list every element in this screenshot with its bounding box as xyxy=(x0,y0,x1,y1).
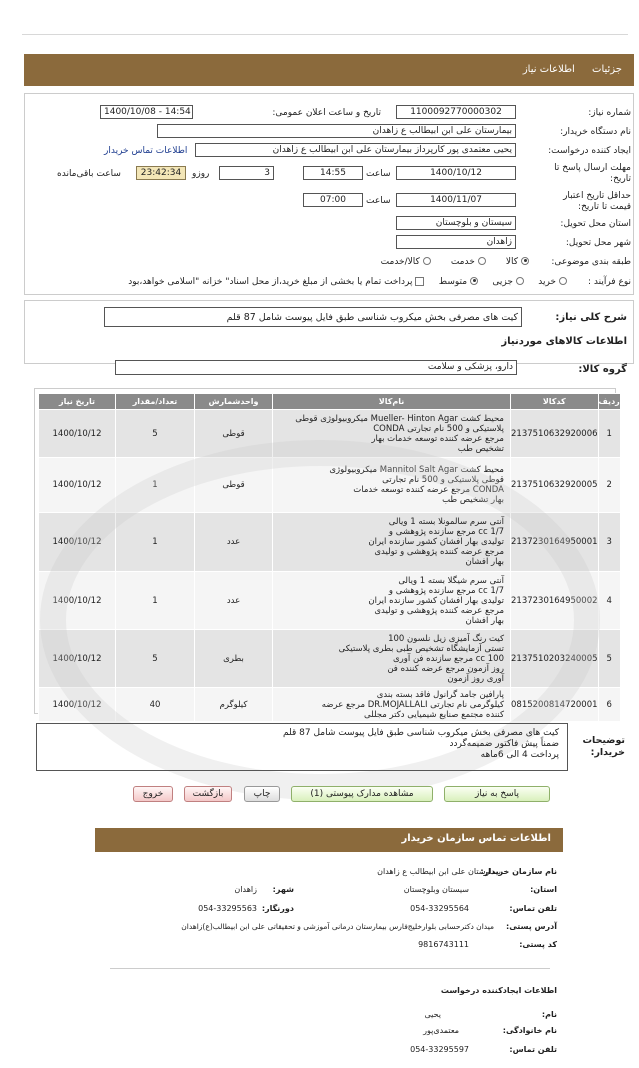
deadline-label: مهلت ارسال پاسخ تا تاریخ: xyxy=(554,163,631,184)
buyer-contact-link[interactable]: اطلاعات تماس خریدار xyxy=(104,146,188,156)
cell-row: 3 xyxy=(598,513,620,572)
cell-row: 6 xyxy=(598,688,620,722)
buyer-notes-line: پرداخت 4 الی 6ماهه xyxy=(480,750,559,760)
need-number-label: شماره نیاز: xyxy=(588,108,631,118)
cell-name: آنتی سرم سالمونلا بسته 1 ویالی cc 1/7 مرجع سازنده پژوهشی و تولیدی بهار افشان کشور سازنده ایران مرجع عرضه کننده پژوهشی و تولیدی بهار افشان xyxy=(273,513,511,572)
cell-qty: 5 xyxy=(116,630,195,688)
creator-label: ایجاد کننده درخواست: xyxy=(548,146,631,156)
cell-date: 1400/10/12 xyxy=(39,572,116,630)
back-button[interactable]: بازگشت xyxy=(184,786,232,802)
radio-selected-icon xyxy=(470,277,478,285)
cat-goods-service-option[interactable]: کالا/خدمت xyxy=(381,257,431,267)
cell-code: 2137510203240005 xyxy=(511,630,599,688)
creator-phone-label: تلفن تماس: xyxy=(509,1045,557,1054)
proc-medium-option[interactable]: متوسط xyxy=(439,277,478,287)
contact-city-label: شهر: xyxy=(272,885,294,894)
deadline-time-label: ساعت xyxy=(366,169,391,179)
city-label: شهر محل تحویل: xyxy=(565,238,631,248)
validity-time-label: ساعت xyxy=(366,196,391,206)
creator-family-value: معتمدی‌پور xyxy=(423,1026,459,1035)
announce-field: 1400/10/08 - 14:54 xyxy=(100,105,193,119)
buyer-notes-label: توضیحات خریدار: xyxy=(582,735,625,758)
deadline-date-field: 1400/10/12 xyxy=(396,166,516,180)
col-header-name: نام‌کالا xyxy=(273,394,511,410)
province-field: سیستان و بلوچستان xyxy=(396,216,516,230)
cell-code: 0815200814720001 xyxy=(511,688,599,722)
validity-label: حداقل تاریخ اعتبار قیمت تا تاریخ: xyxy=(563,191,631,212)
top-divider xyxy=(22,34,628,35)
buyer-notes-box xyxy=(36,723,568,771)
cell-qty: 40 xyxy=(116,688,195,722)
tab-details[interactable]: جزئیات xyxy=(592,64,622,75)
creator-field: یحیی معتمدی پور کارپرداز بیمارستان علی ابن ابیطالب ع زاهدان xyxy=(195,143,516,157)
exit-button[interactable]: خروج xyxy=(133,786,173,802)
cat-service-option[interactable]: خدمت xyxy=(451,257,486,267)
cell-unit: قوطی xyxy=(195,458,273,513)
cell-qty: 5 xyxy=(116,410,195,458)
proc-small-option[interactable]: خرید xyxy=(538,277,567,287)
col-header-date: تاریخ نیاز xyxy=(39,394,116,410)
cell-date: 1400/10/12 xyxy=(39,410,116,458)
creator-phone-value: 054-33295597 xyxy=(410,1045,469,1054)
validity-time-field: 07:00 xyxy=(303,193,363,207)
days-field: 3 xyxy=(219,166,274,180)
remaining-label: ساعت باقی‌مانده xyxy=(57,169,121,179)
cell-qty: 1 xyxy=(116,513,195,572)
summary-label: شرح کلی نیاز: xyxy=(555,312,627,323)
cell-date: 1400/10/12 xyxy=(39,688,116,722)
org-value: بیمارستان علی ابن ابیطالب ع زاهدان xyxy=(377,867,501,876)
summary-field: کیت های مصرفی بخش میکروب شناسی طبق فایل پیوست شامل 87 قلم xyxy=(104,307,522,327)
creator-name-label: نام: xyxy=(541,1010,557,1019)
province-label: استان محل تحویل: xyxy=(560,219,631,229)
cell-name: کیت رنگ آمیزی زیل نلسون 100 تستی آزمایشگاه تشخیص طبی بطری پلاستیکی 100 cc مرجع سازنده فن آوری روز آزمون مرجع عرضه کننده فن آوری روز آزمون xyxy=(273,630,511,688)
process-options xyxy=(128,277,567,287)
contact-fax-value: 054-33295563 xyxy=(198,904,257,913)
days-label: روزو xyxy=(192,169,210,179)
contact-postal-label: کد پستی: xyxy=(519,940,557,949)
radio-icon xyxy=(478,257,486,265)
cell-date: 1400/10/12 xyxy=(39,630,116,688)
contact-phone-value: 054-33295564 xyxy=(410,904,469,913)
proc-partial-option[interactable]: جزیی xyxy=(492,277,524,287)
col-header-code: کدکالا xyxy=(511,394,599,410)
remaining-time-field: 23:42:34 xyxy=(136,166,186,180)
reply-button[interactable]: پاسخ به نیاز xyxy=(444,786,550,802)
need-number-field: 1100092770000302 xyxy=(396,105,516,119)
col-header-unit: واحدشمارش xyxy=(195,394,273,410)
radio-icon xyxy=(559,277,567,285)
radio-selected-icon xyxy=(521,257,529,265)
goods-group-label: گروه کالا: xyxy=(578,364,627,375)
cell-row: 2 xyxy=(598,458,620,513)
cell-row: 4 xyxy=(598,572,620,630)
radio-icon xyxy=(423,257,431,265)
buyer-notes-line: ضمناً پیش فاکتور ضمیمه‌گردد xyxy=(449,739,559,749)
contact-fax-label: دورنگار: xyxy=(261,904,294,913)
contact-address-label: آدرس پستی: xyxy=(506,922,557,931)
contact-divider xyxy=(110,968,550,969)
contact-section-header: اطلاعات تماس سازمان خریدار xyxy=(95,828,563,852)
goods-group-field: دارو، پزشکی و سلامت xyxy=(115,360,517,375)
org-label: نام سازمان خریدار: xyxy=(480,867,557,876)
cell-row: 1 xyxy=(598,410,620,458)
goods-info-title: اطلاعات کالاهای موردنیاز xyxy=(501,336,627,347)
category-options xyxy=(381,257,529,267)
contact-postal-value: 9816743111 xyxy=(418,940,469,949)
validity-date-field: 1400/11/07 xyxy=(396,193,516,207)
contact-province-label: استان: xyxy=(530,885,557,894)
table-header-row xyxy=(39,394,621,410)
creator-section-title: اطلاعات ایجادکننده درخواست xyxy=(440,986,557,995)
view-attachments-button[interactable]: مشاهده مدارک پیوستی (1) xyxy=(291,786,433,802)
cell-unit: بطری xyxy=(195,630,273,688)
cell-unit: عدد xyxy=(195,513,273,572)
process-label: نوع فرآیند : xyxy=(588,277,631,287)
cell-code: 2137510632920006 xyxy=(511,410,599,458)
cell-date: 1400/10/12 xyxy=(39,458,116,513)
cell-row: 5 xyxy=(598,630,620,688)
buyer-label: نام دستگاه خریدار: xyxy=(560,127,631,137)
announce-label: تاریخ و ساعت اعلان عمومی: xyxy=(272,108,381,118)
cell-qty: 1 xyxy=(116,572,195,630)
creator-family-label: نام خانوادگی: xyxy=(502,1026,557,1035)
cell-unit: عدد xyxy=(195,572,273,630)
cell-name: آنتی سرم شیگلا بسته 1 ویالی cc 1/7 مرجع سازنده پژوهشی و تولیدی بهار افشان کشور سازنده ایران مرجع عرضه کننده پژوهشی و تولیدی بهار افشان xyxy=(273,572,511,630)
cell-unit: قوطی xyxy=(195,410,273,458)
cell-code: 2137230164950001 xyxy=(511,513,599,572)
cell-code: 2137510632920005 xyxy=(511,458,599,513)
category-label: طبقه بندی موضوعی: xyxy=(551,257,631,267)
contact-city-value: زاهدان xyxy=(234,885,257,894)
contact-address-value: میدان دکترحسابی بلوارخلیج‌فارس بیمارستان درمانی آموزشی و تحقیقاتی علی ابن ابیطالب(ع)زاهدان xyxy=(181,922,494,931)
cell-date: 1400/10/12 xyxy=(39,513,116,572)
cell-unit: کیلوگرم xyxy=(195,688,273,722)
contact-province-value: سیستان وبلوچستان xyxy=(403,885,469,894)
cat-goods-option[interactable]: کالا xyxy=(506,257,529,267)
deadline-time-field: 14:55 xyxy=(303,166,363,180)
tab-need-info[interactable]: اطلاعات نیاز xyxy=(522,64,575,75)
print-button[interactable]: چاپ xyxy=(244,786,280,802)
cell-name: محیط کشت Mueller- Hinton Agar میکروبیولوژی قوطی پلاستیکی و 500 نام تجارتی CONDA مرجع عرضه کننده توسعه خدمات بهار تشخیص طب xyxy=(273,410,511,458)
city-field: زاهدان xyxy=(396,235,516,249)
payment-note[interactable]: پرداخت تمام یا بخشی از مبلغ خرید،از محل اسناد" خزانه "اسلامی خواهد،بود xyxy=(128,277,424,287)
page-header xyxy=(24,54,634,86)
cell-qty: 1 xyxy=(116,458,195,513)
cell-name: پارافین جامد گرانول فاقد بسته بندی کیلوگرمی نام تجارتی DR.MOJALLALI مرجع عرضه کننده مجتمع صنایع شیمیایی دکتر مجللی xyxy=(273,688,511,722)
col-header-row-number: ردیف xyxy=(598,394,620,410)
buyer-notes-line: کیت های مصرفی بخش میکروب شناسی طبق فایل پیوست شامل 87 قلم xyxy=(282,728,559,738)
checkbox-icon xyxy=(415,277,424,286)
radio-icon xyxy=(516,277,524,285)
contact-phone-label: تلفن تماس: xyxy=(509,904,557,913)
cell-name: محیط کشت Mannitol Salt Agar میکروبیولوژی قوطی پلاستیکی و 500 نام تجارتی CONDA مرجع عرضه کننده توسعه خدمات بهار تشخیص طب xyxy=(273,458,511,513)
cell-code: 2137230164950002 xyxy=(511,572,599,630)
col-header-qty: تعداد/مقدار xyxy=(116,394,195,410)
creator-name-value: یحیی xyxy=(424,1010,441,1019)
buyer-field: بیمارستان علی ابن ابیطالب ع زاهدان xyxy=(157,124,516,138)
